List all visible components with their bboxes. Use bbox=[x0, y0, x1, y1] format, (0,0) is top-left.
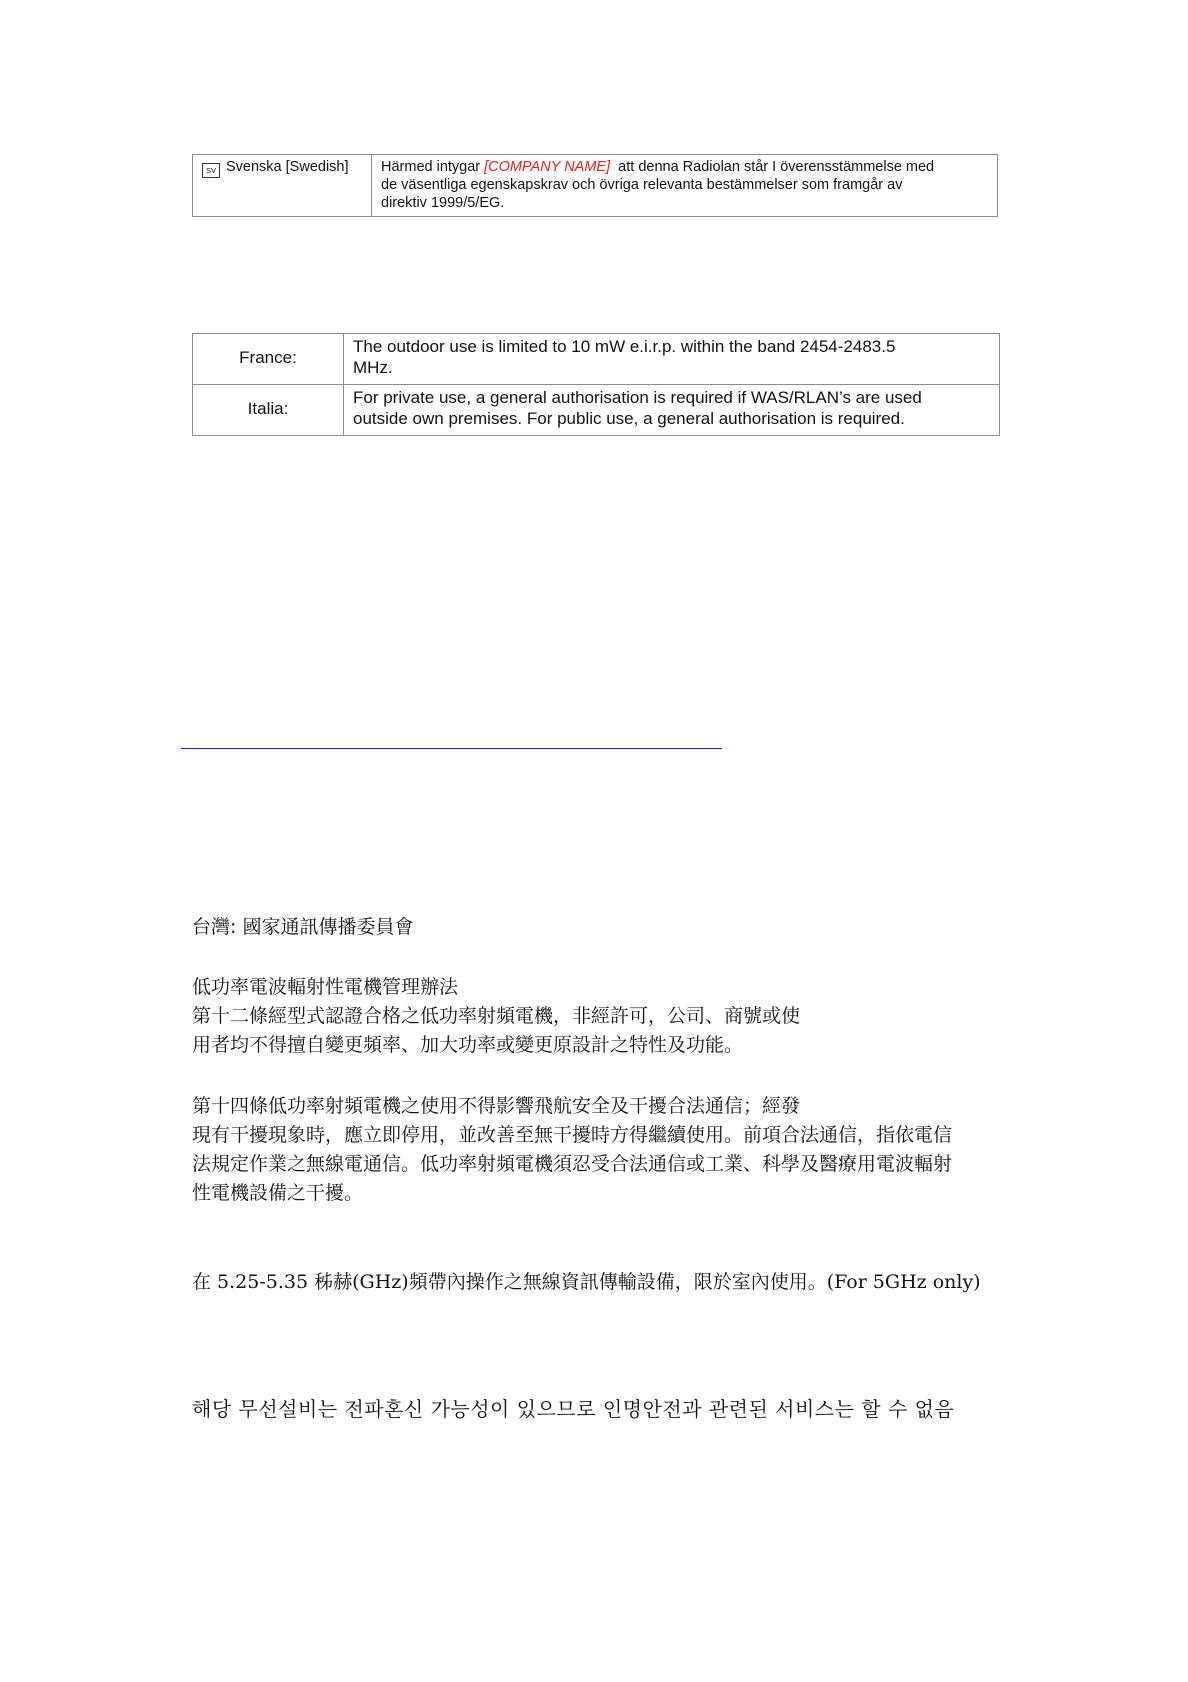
declaration-line-1 bbox=[381, 158, 988, 176]
article-14-line-1: 第十四條低功率射頻電機之使用不得影響飛航安全及干擾合法通信；經發 bbox=[192, 1095, 801, 1117]
article-12-line-1: 第十二條經型式認證合格之低功率射頻電機，非經許可，公司、商號或使 bbox=[192, 1005, 801, 1027]
declaration-cell bbox=[372, 155, 998, 217]
declaration-line-2: de väsentliga egenskapskrav och övriga relevanta bestämmelser som framgår av bbox=[381, 177, 903, 193]
country-cell: France: bbox=[193, 334, 344, 385]
blue-divider-line bbox=[181, 748, 722, 749]
language-label: Svenska [Swedish] bbox=[226, 159, 349, 175]
restriction-line-1: The outdoor use is limited to 10 mW e.i.r.p. within the band 2454-2483.5 bbox=[353, 337, 896, 356]
article-12-line-2: 用者均不得擅自變更頻率、加大功率或變更原設計之特性及功能。 bbox=[192, 1034, 744, 1056]
restriction-cell bbox=[344, 385, 1000, 436]
law-title: 低功率電波輻射性電機管理辦法 bbox=[192, 976, 459, 998]
table-row bbox=[193, 155, 998, 217]
article-14-line-3: 法規定作業之無線電通信。低功率射頻電機須忍受合法通信或工業、科學及醫療用電波輻射 bbox=[192, 1153, 953, 1175]
restriction-cell bbox=[344, 334, 1000, 385]
language-code-icon: SV bbox=[202, 163, 220, 178]
swedish-declaration-table bbox=[192, 154, 998, 217]
declaration-line-3: direktiv 1999/5/EG. bbox=[381, 195, 505, 211]
table-row bbox=[193, 334, 1000, 385]
restriction-line-2: MHz. bbox=[353, 358, 393, 377]
declaration-text-before: Härmed intygar bbox=[381, 159, 485, 175]
language-cell bbox=[193, 155, 372, 217]
company-name-placeholder: [COMPANY NAME] bbox=[484, 159, 611, 175]
taiwan-title: 台灣: 國家通訊傳播委員會 bbox=[192, 916, 414, 938]
article-14-line-4: 性電機設備之干擾。 bbox=[192, 1182, 364, 1204]
restriction-line-1: For private use, a general authorisation is required if WAS/RLAN’s are used bbox=[353, 388, 922, 407]
table-row bbox=[193, 385, 1000, 436]
5ghz-band-note: 在 5.25-5.35 秭赫(GHz)頻帶內操作之無線資訊傳輸設備，限於室內使用。(For 5GHz only) bbox=[192, 1271, 981, 1293]
declaration-text-after: att denna Radiolan står I överensstämmelse med bbox=[610, 159, 935, 175]
restriction-line-2: outside own premises. For public use, a general authorisation is required. bbox=[353, 409, 905, 428]
country-restrictions-table bbox=[192, 333, 1000, 436]
article-14-line-2: 現有干擾現象時，應立即停用，並改善至無干擾時方得繼續使用。前項合法通信，指依電信 bbox=[192, 1124, 953, 1146]
korea-notice: 해당 무선설비는 전파혼신 가능성이 있으므로 인명안전과 관련된 서비스는 할 수 없음 bbox=[192, 1397, 955, 1421]
country-cell: Italia: bbox=[193, 385, 344, 436]
